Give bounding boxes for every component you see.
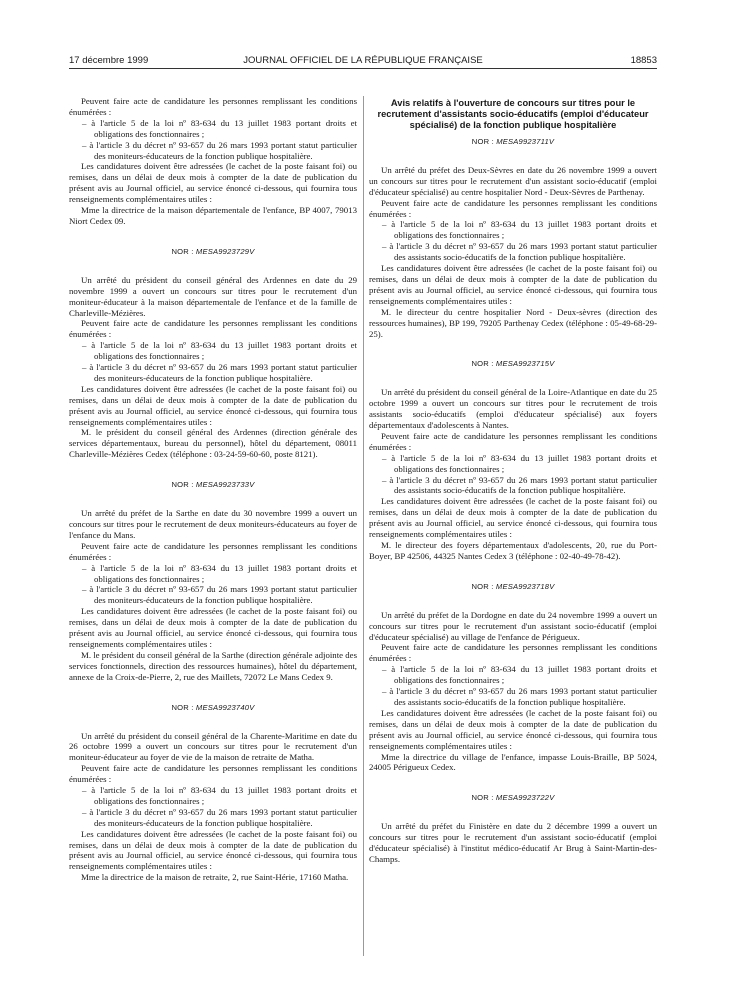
candidatures-text: Les candidatures doivent être adressées (le cachet de la poste faisant foi) ou remises, dans un délai de deux mois à compter de la date de publication du présent avis au Journal officiel, au service énoncé ci-dessous, qui fournira tous renseignements complémentaires utiles : (69, 828, 357, 872)
notice-lead: Un arrêté du président du conseil général de la Loire-Atlantique en date du 25 octobre 1999 a ouvert un concours sur titres pour le recrutement de trois assistants socio-éducatifs (emploi d'éducateur spécialisé) aux foyers départementaux d'adolescents à Nantes. (369, 387, 657, 431)
condition-item: – à l'article 5 de la loi nº 83-634 du 13 juillet 1983 portant droits et obligations des fonctionnaires ; (382, 452, 657, 474)
notice-lead: Un arrêté du préfet de la Dordogne en date du 24 novembre 1999 a ouvert un concours sur titres pour le recrutement d'un assistant socio-éducatif (emploi d'éducateur spécialisé) au village de l'enfance de Périgueux. (369, 609, 657, 642)
nor-reference (69, 247, 357, 258)
candidatures-text: Les candidatures doivent être adressées (le cachet de la poste faisant foi) ou remises, dans un délai de deux mois à compter de la date de publication du présent avis au Journal officiel, au service énoncé ci-dessous, qui fournira tous renseignements complémentaires utiles : (69, 383, 357, 427)
condition-item: – à l'article 3 du décret nº 93-657 du 26 mars 1993 portant statut particulier des assistants socio-éducatifs de la fonction publique hospitalière. (382, 241, 657, 263)
candidatures-text: Les candidatures doivent être adressées (le cachet de la poste faisant foi) ou remises, dans un délai de deux mois à compter de la date de publication du présent avis au Journal officiel, au service énoncé ci-dessous, qui fournira tous renseignements complémentaires utiles : (369, 496, 657, 540)
nor-label: NOR : (171, 480, 194, 490)
address-text: M. le président du conseil général de la Sarthe (direction générale adjointe des services fonctionnels, direction des ressources humaines), hôtel du département, annexe de la Croix-de-Pierre, 2, rue des Maillets, 72072 Le Mans Cedex 9. (69, 649, 357, 682)
nor-reference (69, 480, 357, 491)
eligibility-text: Peuvent faire acte de candidature les personnes remplissant les conditions énumérées : (369, 642, 657, 664)
address-text: M. le président du conseil général des Ardennes (direction générale des services départementaux, bureau du personnel), hôtel du département, 08011 Charleville-Mézières Cedex (téléphone : 03-24-59-60-60, poste 8121). (69, 427, 357, 460)
nor-code: MESA9923722V (495, 793, 555, 803)
nor-label: NOR : (471, 137, 494, 146)
nor-label: NOR : (171, 246, 194, 256)
nor-label: NOR : (471, 359, 494, 369)
left-column (69, 96, 357, 883)
address-text: M. le directeur des foyers départementaux d'adolescents, 20, rue du Port-Boyer, BP 42506, 44325 Nantes Cedex 3 (téléphone : 02-40-49-78-42). (369, 540, 657, 561)
condition-item: – à l'article 3 du décret nº 93-657 du 26 mars 1993 portant statut particulier des moniteurs-éducateurs de la fonction publique hospitalière. (82, 806, 357, 828)
right-column (369, 98, 657, 865)
page-header (69, 55, 657, 69)
condition-item: – à l'article 3 du décret nº 93-657 du 26 mars 1993 portant statut particulier des assistants socio-éducatifs de la fonction publique hospitalière. (382, 686, 657, 707)
condition-item: – à l'article 3 du décret nº 93-657 du 26 mars 1993 portant statut particulier des moniteurs-éducateurs de la fonction publique hospitalière. (82, 139, 357, 161)
address-text: Mme la directrice de la maison de retraite, 2, rue Saint-Hérie, 17160 Matha. (81, 872, 349, 883)
candidatures-text: Les candidatures doivent être adressées (le cachet de la poste faisant foi) ou remises, dans un délai de deux mois à compter de la date de publication du présent avis au Journal officiel, au service énoncé ci-dessous, qui fournira tous renseignements complémentaires utiles : (369, 707, 657, 751)
eligibility-text: Peuvent faire acte de candidature les personnes remplissant les conditions énumérées : (69, 540, 357, 562)
page-number: 18853 (630, 55, 657, 66)
issue-date: 17 décembre 1999 (69, 55, 149, 66)
condition-item: – à l'article 5 de la loi nº 83-634 du 13 juillet 1983 portant droits et obligations des fonctionnaires ; (82, 117, 357, 139)
address-text: M. le directeur du centre hospitalier Nord - Deux-sèvres (direction des ressources humaines), BP 199, 79205 Parthenay Cedex (téléphone : 05-49-68-29-25). (369, 306, 657, 339)
nor-label: NOR : (471, 793, 494, 803)
address-text: Mme la directrice du village de l'enfance, impasse Louis-Braille, BP 5024, 24005 Périgueux Cedex. (369, 751, 657, 773)
nor-label: NOR : (471, 581, 494, 591)
notice-lead: Un arrêté du président du conseil général de la Charente-Maritime en date du 26 octobre 1999 a ouvert un concours sur titres pour le recrutement d'un moniteur-éducateur au foyer de vie de la maison de retraite de Matha. (69, 730, 357, 763)
nor-reference (369, 793, 657, 804)
nor-label: NOR : (171, 702, 194, 712)
nor-code: MESA9923733V (195, 480, 255, 490)
condition-item: – à l'article 3 du décret nº 93-657 du 26 mars 1993 portant statut particulier des moniteurs-éducateurs de la fonction publique hospitalière. (82, 584, 357, 606)
notice-lead: Un arrêté du président du conseil général des Ardennes en date du 29 novembre 1999 a ouvert un concours sur titres pour le recrutement d'un moniteur-éducateur à la maison départementale de l'enfance et de la famille de Charleville-Mézières. (69, 274, 357, 318)
candidatures-text: Les candidatures doivent être adressées (le cachet de la poste faisant foi) ou remises, dans un délai de deux mois à compter de la date de publication du présent avis au Journal officiel, au service énoncé ci-dessous, qui fournira tous renseignements complémentaires utiles : (69, 161, 357, 205)
journal-title: JOURNAL OFFICIEL DE LA RÉPUBLIQUE FRANÇAISE (243, 55, 483, 66)
condition-item: – à l'article 5 de la loi nº 83-634 du 13 juillet 1983 portant droits et obligations des fonctionnaires ; (82, 340, 357, 362)
condition-item: – à l'article 5 de la loi nº 83-634 du 13 juillet 1983 portant droits et obligations des fonctionnaires ; (82, 562, 357, 584)
candidatures-text: Les candidatures doivent être adressées (le cachet de la poste faisant foi) ou remises, dans un délai de deux mois à compter de la date de publication du présent avis au Journal officiel, au service énoncé ci-dessous, qui fournira tous renseignements complémentaires utiles : (69, 606, 357, 649)
nor-reference (369, 137, 657, 148)
condition-item: – à l'article 5 de la loi nº 83-634 du 13 juillet 1983 portant droits et obligations des fonctionnaires ; (382, 664, 657, 686)
eligibility-text: Peuvent faire acte de candidature les personnes remplissant les conditions énumérées : (369, 430, 657, 452)
nor-code: MESA9923711V (496, 137, 555, 146)
condition-item: – à l'article 3 du décret nº 93-657 du 26 mars 1993 portant statut particulier des moniteurs-éducateurs de la fonction publique hospitalière. (82, 362, 357, 383)
address-text: Mme la directrice de la maison départementale de l'enfance, BP 4007, 79013 Niort Cedex 09. (69, 205, 357, 226)
nor-reference (69, 703, 357, 714)
column-divider (363, 96, 364, 956)
nor-code: MESA9923718V (495, 581, 555, 591)
condition-item: – à l'article 5 de la loi nº 83-634 du 13 juillet 1983 portant droits et obligations des fonctionnaires ; (382, 219, 657, 241)
eligibility-text: Peuvent faire acte de candidature les personnes remplissant les conditions énumérées : (69, 318, 357, 340)
eligibility-text: Peuvent faire acte de candidature les personnes remplissant les conditions énumérées : (69, 763, 357, 785)
candidatures-text: Les candidatures doivent être adressées (le cachet de la poste faisant foi) ou remises, dans un délai de deux mois à compter de la date de publication du présent avis au Journal officiel, au service énoncé ci-dessous, qui fournira tous renseignements complémentaires utiles : (369, 263, 657, 306)
nor-reference (369, 359, 657, 370)
nor-code: MESA9923729V (195, 246, 255, 256)
nor-code: MESA9923740V (195, 702, 255, 712)
notice-lead: Un arrêté du préfet des Deux-Sèvres en date du 26 novembre 1999 a ouvert un concours sur titres pour le recrutement d'un assistant socio-éducatif (emploi d'éducateur spécialisé) au centre hospitalier Nord - Deux-Sèvres de Parthenay. (369, 164, 657, 197)
eligibility-text: Peuvent faire acte de candidature les personnes remplissant les conditions énumérées : (369, 197, 657, 219)
condition-item: – à l'article 3 du décret nº 93-657 du 26 mars 1993 portant statut particulier des assistants socio-éducatifs de la fonction publique hospitalière. (382, 474, 657, 496)
header-rule (69, 68, 657, 69)
notice-lead: Un arrêté du préfet de la Sarthe en date du 30 novembre 1999 a ouvert un concours sur titres pour le recrutement de deux moniteurs-éducateurs au foyer de l'enfance du Mans. (69, 508, 357, 540)
section-title: Avis relatifs à l'ouverture de concours sur titres pour le recrutement d'assistants socio-éducatifs (emploi d'éducateur spécialisé) de la fonction publique hospitalière (377, 98, 649, 130)
nor-code: MESA9923715V (495, 359, 555, 369)
eligibility-text: Peuvent faire acte de candidature les personnes remplissant les conditions énumérées : (69, 96, 357, 117)
nor-reference (369, 582, 657, 593)
condition-item: – à l'article 5 de la loi nº 83-634 du 13 juillet 1983 portant droits et obligations des fonctionnaires ; (82, 785, 357, 806)
notice-lead: Un arrêté du préfet du Finistère en date du 2 décembre 1999 a ouvert un concours sur titres pour le recrutement d'un assistant socio-éducatif (emploi d'éducateur spécialisé) à l'institut médico-éducatif Ar Brug à Saint-Martin-des-Champs. (369, 821, 657, 864)
